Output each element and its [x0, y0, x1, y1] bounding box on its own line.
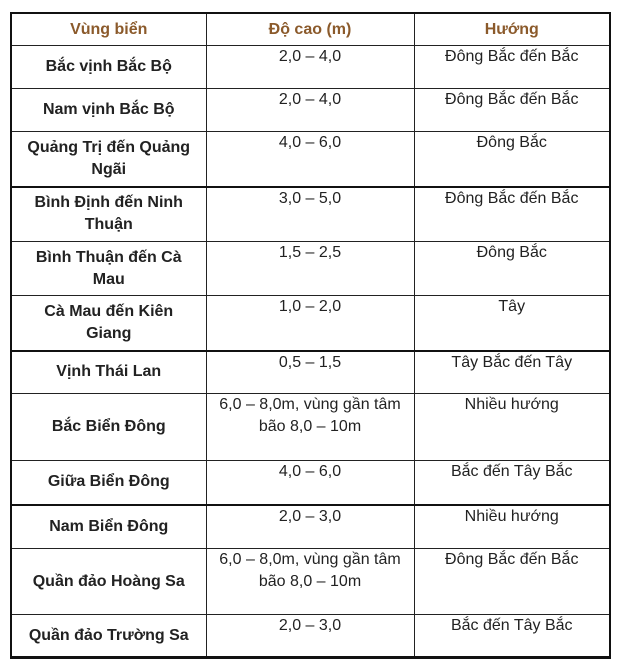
cell-height: 0,5 – 1,5 — [206, 351, 414, 394]
cell-direction: Tây — [414, 296, 610, 351]
wave-height-table — [10, 12, 611, 659]
cell-height: 2,0 – 4,0 — [206, 46, 414, 89]
header-region: Vùng biển — [11, 13, 206, 46]
cell-direction: Nhiều hướng — [414, 505, 610, 549]
cell-direction: Nhiều hướng — [414, 394, 610, 461]
cell-region: Giữa Biển Đông — [11, 461, 206, 505]
cell-region: Quần đảo Hoàng Sa — [11, 549, 206, 615]
cell-height: 6,0 – 8,0m, vùng gần tâm bão 8,0 – 10m — [206, 394, 414, 461]
table-row — [11, 46, 610, 89]
cell-height: 4,0 – 6,0 — [206, 461, 414, 505]
header-direction: Hướng — [414, 13, 610, 46]
table-header-row — [11, 13, 610, 46]
cell-region: Bình Định đến Ninh Thuận — [11, 187, 206, 242]
cell-height: 4,0 – 6,0 — [206, 132, 414, 187]
table-row — [11, 394, 610, 461]
cell-height: 2,0 – 3,0 — [206, 505, 414, 549]
cell-direction: Bắc đến Tây Bắc — [414, 615, 610, 658]
cell-direction: Tây Bắc đến Tây — [414, 351, 610, 394]
table-row — [11, 549, 610, 615]
cell-direction: Đông Bắc đến Bắc — [414, 89, 610, 132]
cell-region: Vịnh Thái Lan — [11, 351, 206, 394]
cell-region: Bình Thuận đến Cà Mau — [11, 242, 206, 296]
cell-region: Cà Mau đến Kiên Giang — [11, 296, 206, 351]
cell-height: 1,0 – 2,0 — [206, 296, 414, 351]
table-row — [11, 242, 610, 296]
cell-region: Nam Biển Đông — [11, 505, 206, 549]
header-height: Độ cao (m) — [206, 13, 414, 46]
cell-direction: Đông Bắc — [414, 132, 610, 187]
cell-direction: Đông Bắc — [414, 242, 610, 296]
cell-direction: Đông Bắc đến Bắc — [414, 187, 610, 242]
table-row — [11, 505, 610, 549]
table-row — [11, 461, 610, 505]
cell-region: Quần đảo Trường Sa — [11, 615, 206, 658]
table-row — [11, 351, 610, 394]
cell-region: Bắc Biển Đông — [11, 394, 206, 461]
table-row — [11, 89, 610, 132]
cell-region: Quảng Trị đến Quảng Ngãi — [11, 132, 206, 187]
cell-height: 6,0 – 8,0m, vùng gần tâm bão 8,0 – 10m — [206, 549, 414, 615]
cell-direction: Bắc đến Tây Bắc — [414, 461, 610, 505]
cell-height: 2,0 – 3,0 — [206, 615, 414, 658]
cell-height: 1,5 – 2,5 — [206, 242, 414, 296]
cell-height: 3,0 – 5,0 — [206, 187, 414, 242]
table-row — [11, 296, 610, 351]
table-row — [11, 615, 610, 658]
cell-direction: Đông Bắc đến Bắc — [414, 549, 610, 615]
cell-direction: Đông Bắc đến Bắc — [414, 46, 610, 89]
cell-region: Bắc vịnh Bắc Bộ — [11, 46, 206, 89]
cell-height: 2,0 – 4,0 — [206, 89, 414, 132]
table-row — [11, 132, 610, 187]
cell-region: Nam vịnh Bắc Bộ — [11, 89, 206, 132]
table-row — [11, 187, 610, 242]
